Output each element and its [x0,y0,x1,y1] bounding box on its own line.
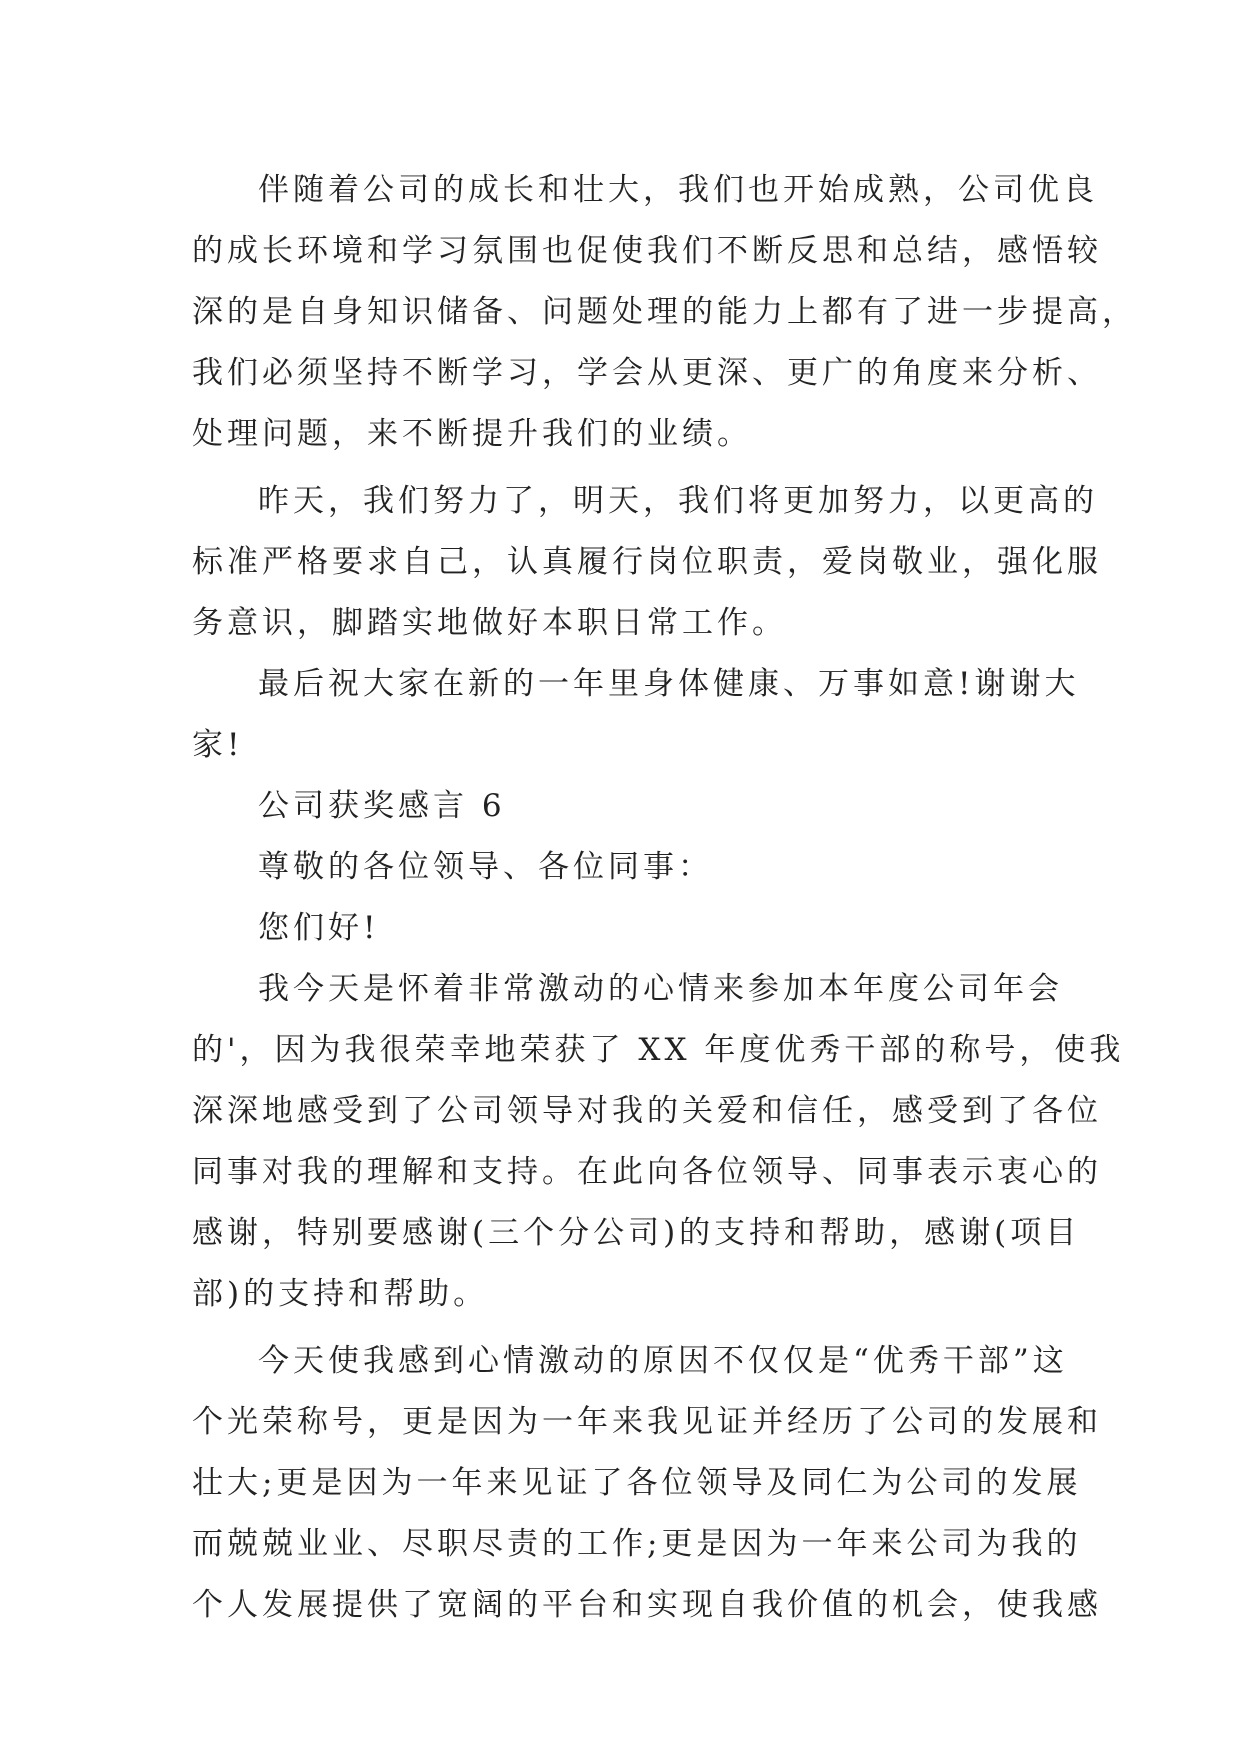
text-line: 的'，因为我很荣幸地荣获了 XX 年度优秀干部的称号，使我 [192,1032,1125,1068]
text-line: 标准严格要求自己，认真履行岗位职责，爱岗敬业，强化服 [192,544,1102,580]
text-line: 我今天是怀着非常激动的心情来参加本年度公司年会 [258,971,1063,1007]
text-line: 的成长环境和学习氛围也促使我们不断反思和总结，感悟较 [192,233,1102,269]
text-line: 最后祝大家在新的一年里身体健康、万事如意!谢谢大 [258,666,1080,702]
text-line: 个光荣称号，更是因为一年来我见证并经历了公司的发展和 [192,1404,1102,1440]
text-line: 家! [192,727,244,763]
text-line: 务意识，脚踏实地做好本职日常工作。 [192,605,787,641]
text-line: 您们好! [258,910,380,946]
paragraph [192,654,1092,776]
text-line: 部)的支持和帮助。 [192,1276,489,1312]
paragraph [192,959,1125,1325]
text-line: 我们必须坚持不断学习，学会从更深、更广的角度来分析、 [192,355,1102,391]
text-line: 个人发展提供了宽阔的平台和实现自我价值的机会，使我感 [192,1587,1102,1623]
text-line: 今天使我感到心情激动的原因不仅仅是“优秀干部”这 [258,1343,1068,1379]
text-line: 壮大;更是因为一年来见证了各位领导及同仁为公司的发展 [192,1465,1082,1501]
document-body [192,160,1137,1636]
heading-line: 公司获奖感言 6 [258,788,506,824]
text-line: 伴随着公司的成长和壮大，我们也开始成熟，公司优良 [258,172,1098,208]
text-line: 同事对我的理解和支持。在此向各位领导、同事表示衷心的 [192,1154,1102,1190]
section-heading [192,776,1092,837]
text-line: 感谢，特别要感谢(三个分公司)的支持和帮助，感谢(项目 [192,1215,1081,1251]
text-line: 而兢兢业业、尽职尽责的工作;更是因为一年来公司为我的 [192,1526,1082,1562]
greeting [192,898,1092,959]
text-line: 尊敬的各位领导、各位同事： [258,849,713,885]
text-line: 昨天，我们努力了，明天，我们将更加努力，以更高的 [258,483,1098,519]
text-line: 深深地感受到了公司领导对我的关爱和信任，感受到了各位 [192,1093,1102,1129]
paragraph [192,1331,1102,1636]
text-line: 处理问题，来不断提升我们的业绩。 [192,416,752,452]
paragraph [192,471,1102,654]
salutation [192,837,1092,898]
text-line: 深的是自身知识储备、问题处理的能力上都有了进一步提高， [192,294,1137,330]
paragraph [192,160,1137,465]
